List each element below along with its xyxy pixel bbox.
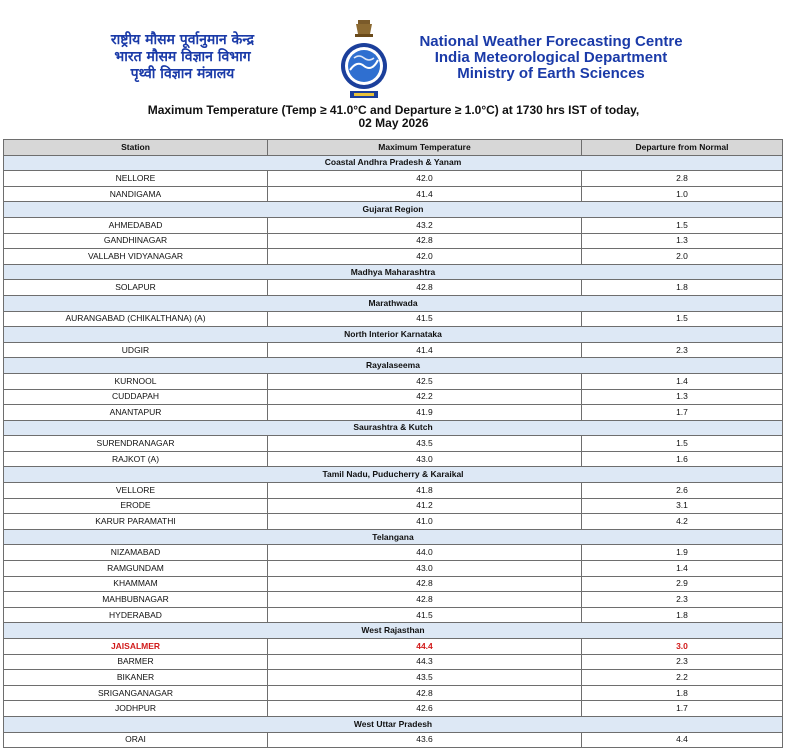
max-temp-cell: 43.5 [268, 670, 582, 686]
max-temp-cell: 41.9 [268, 405, 582, 421]
column-header-departure: Departure from Normal [582, 140, 783, 156]
max-temp-cell: 41.5 [268, 311, 582, 327]
english-org-name [398, 34, 704, 82]
region-name: Coastal Andhra Pradesh & Yanam [4, 155, 783, 171]
max-temp-cell: 43.5 [268, 436, 582, 452]
table-row [4, 342, 783, 358]
table-row [4, 483, 783, 499]
departure-cell: 1.5 [582, 311, 783, 327]
station-name-cell: JODHPUR [4, 701, 268, 717]
table-row [4, 373, 783, 389]
table-row [4, 217, 783, 233]
station-name-cell: BIKANER [4, 670, 268, 686]
table-row [4, 732, 783, 748]
departure-cell: 1.8 [582, 607, 783, 623]
departure-cell: 3.0 [582, 639, 783, 655]
departure-cell: 4.4 [582, 732, 783, 748]
max-temp-cell: 41.8 [268, 483, 582, 499]
max-temp-cell: 43.2 [268, 217, 582, 233]
max-temp-cell: 43.0 [268, 451, 582, 467]
max-temp-cell: 42.8 [268, 280, 582, 296]
english-line: National Weather Forecasting Centre [419, 33, 683, 50]
table-row [4, 561, 783, 577]
region-name: Telangana [4, 529, 783, 545]
station-name-cell: RAJKOT (A) [4, 451, 268, 467]
max-temp-cell: 44.3 [268, 654, 582, 670]
station-name-cell: JAISALMER [4, 639, 268, 655]
departure-cell: 1.8 [582, 280, 783, 296]
departure-cell: 1.9 [582, 545, 783, 561]
max-temp-cell: 41.5 [268, 607, 582, 623]
departure-cell: 1.8 [582, 685, 783, 701]
hindi-line: राष्ट्रीय मौसम पूर्वानुमान केन्द्र [110, 32, 255, 48]
region-name: North Interior Karnataka [4, 327, 783, 343]
max-temp-cell: 42.5 [268, 373, 582, 389]
region-row [4, 327, 783, 343]
hindi-line: भारत मौसम विज्ञान विभाग [114, 49, 251, 65]
column-header-station: Station [4, 140, 268, 156]
table-row [4, 186, 783, 202]
departure-cell: 1.5 [582, 217, 783, 233]
column-header-max-temp: Maximum Temperature [268, 140, 582, 156]
station-name-cell: KHAMMAM [4, 576, 268, 592]
table-row [4, 654, 783, 670]
region-name: Gujarat Region [4, 202, 783, 218]
departure-cell: 2.3 [582, 592, 783, 608]
table-header-row [4, 140, 783, 156]
max-temp-cell: 43.0 [268, 561, 582, 577]
table-row [4, 607, 783, 623]
table-row [4, 498, 783, 514]
station-name-cell: CUDDAPAH [4, 389, 268, 405]
max-temp-cell: 44.0 [268, 545, 582, 561]
departure-cell: 1.4 [582, 373, 783, 389]
header [0, 14, 787, 104]
station-name-cell: ORAI [4, 732, 268, 748]
table-row [4, 701, 783, 717]
table-row [4, 685, 783, 701]
station-name-cell: UDGIR [4, 342, 268, 358]
departure-cell: 2.2 [582, 670, 783, 686]
station-name-cell: VALLABH VIDYANAGAR [4, 249, 268, 265]
table-row [4, 592, 783, 608]
station-name-cell: SRIGANGANAGAR [4, 685, 268, 701]
table-row [4, 451, 783, 467]
imd-emblem-icon [336, 18, 392, 104]
departure-cell: 2.0 [582, 249, 783, 265]
table-row [4, 171, 783, 187]
max-temp-cell: 42.0 [268, 249, 582, 265]
table-row [4, 389, 783, 405]
station-name-cell: SURENDRANAGAR [4, 436, 268, 452]
station-name-cell: VELLORE [4, 483, 268, 499]
table-row [4, 311, 783, 327]
title-line-1: Maximum Temperature (Temp ≥ 41.0°C and Departure ≥ 1.0°C) at 1730 hrs IST of today, [147, 103, 640, 117]
region-row [4, 467, 783, 483]
max-temp-cell: 42.0 [268, 171, 582, 187]
region-name: West Rajasthan [4, 623, 783, 639]
table-row [4, 233, 783, 249]
station-name-cell: BARMER [4, 654, 268, 670]
departure-cell: 1.6 [582, 451, 783, 467]
region-name: Tamil Nadu, Puducherry & Karaikal [4, 467, 783, 483]
table-row [4, 576, 783, 592]
title-line-2: 02 May 2026 [358, 116, 429, 130]
station-name-cell: NANDIGAMA [4, 186, 268, 202]
table-row [4, 670, 783, 686]
departure-cell: 2.3 [582, 342, 783, 358]
table-row [4, 639, 783, 655]
departure-cell: 4.2 [582, 514, 783, 530]
max-temp-cell: 41.0 [268, 514, 582, 530]
region-row [4, 623, 783, 639]
max-temp-cell: 42.2 [268, 389, 582, 405]
table-row [4, 514, 783, 530]
region-name: Rayalaseema [4, 358, 783, 374]
max-temp-cell: 41.2 [268, 498, 582, 514]
station-name-cell: KARUR PARAMATHI [4, 514, 268, 530]
departure-cell: 2.9 [582, 576, 783, 592]
departure-cell: 3.1 [582, 498, 783, 514]
table-row [4, 249, 783, 265]
station-name-cell: AHMEDABAD [4, 217, 268, 233]
station-name-cell: KURNOOL [4, 373, 268, 389]
station-name-cell: GANDHINAGAR [4, 233, 268, 249]
departure-cell: 1.4 [582, 561, 783, 577]
temperature-table [3, 139, 783, 748]
region-name: Madhya Maharashtra [4, 264, 783, 280]
station-name-cell: NIZAMABAD [4, 545, 268, 561]
region-row [4, 420, 783, 436]
max-temp-cell: 42.6 [268, 701, 582, 717]
station-name-cell: MAHBUBNAGAR [4, 592, 268, 608]
region-row [4, 155, 783, 171]
max-temp-cell: 44.4 [268, 639, 582, 655]
region-name: Saurashtra & Kutch [4, 420, 783, 436]
departure-cell: 1.3 [582, 233, 783, 249]
region-row [4, 202, 783, 218]
departure-cell: 1.0 [582, 186, 783, 202]
max-temp-cell: 42.8 [268, 685, 582, 701]
max-temp-cell: 41.4 [268, 342, 582, 358]
station-name-cell: RAMGUNDAM [4, 561, 268, 577]
departure-cell: 1.7 [582, 701, 783, 717]
station-name-cell: HYDERABAD [4, 607, 268, 623]
station-name-cell: ANANTAPUR [4, 405, 268, 421]
hindi-line: पृथ्वी विज्ञान मंत्रालय [130, 66, 235, 82]
region-row [4, 529, 783, 545]
station-name-cell: SOLAPUR [4, 280, 268, 296]
english-line: Ministry of Earth Sciences [457, 65, 645, 82]
table-row [4, 545, 783, 561]
max-temp-cell: 42.8 [268, 576, 582, 592]
bulletin-title [100, 104, 687, 130]
departure-cell: 2.6 [582, 483, 783, 499]
departure-cell: 2.3 [582, 654, 783, 670]
max-temp-cell: 41.4 [268, 186, 582, 202]
region-row [4, 295, 783, 311]
table-row [4, 436, 783, 452]
hindi-org-name [90, 32, 275, 83]
departure-cell: 2.8 [582, 171, 783, 187]
station-name-cell: ERODE [4, 498, 268, 514]
max-temp-cell: 42.8 [268, 592, 582, 608]
departure-cell: 1.3 [582, 389, 783, 405]
table-row [4, 280, 783, 296]
english-line: India Meteorological Department [434, 49, 668, 66]
station-name-cell: AURANGABAD (CHIKALTHANA) (A) [4, 311, 268, 327]
table-row [4, 405, 783, 421]
table-body [4, 155, 783, 748]
region-name: West Uttar Pradesh [4, 716, 783, 732]
region-row [4, 716, 783, 732]
max-temp-cell: 43.6 [268, 732, 582, 748]
departure-cell: 1.7 [582, 405, 783, 421]
region-name: Marathwada [4, 295, 783, 311]
max-temp-cell: 42.8 [268, 233, 582, 249]
region-row [4, 264, 783, 280]
station-name-cell: NELLORE [4, 171, 268, 187]
departure-cell: 1.5 [582, 436, 783, 452]
region-row [4, 358, 783, 374]
